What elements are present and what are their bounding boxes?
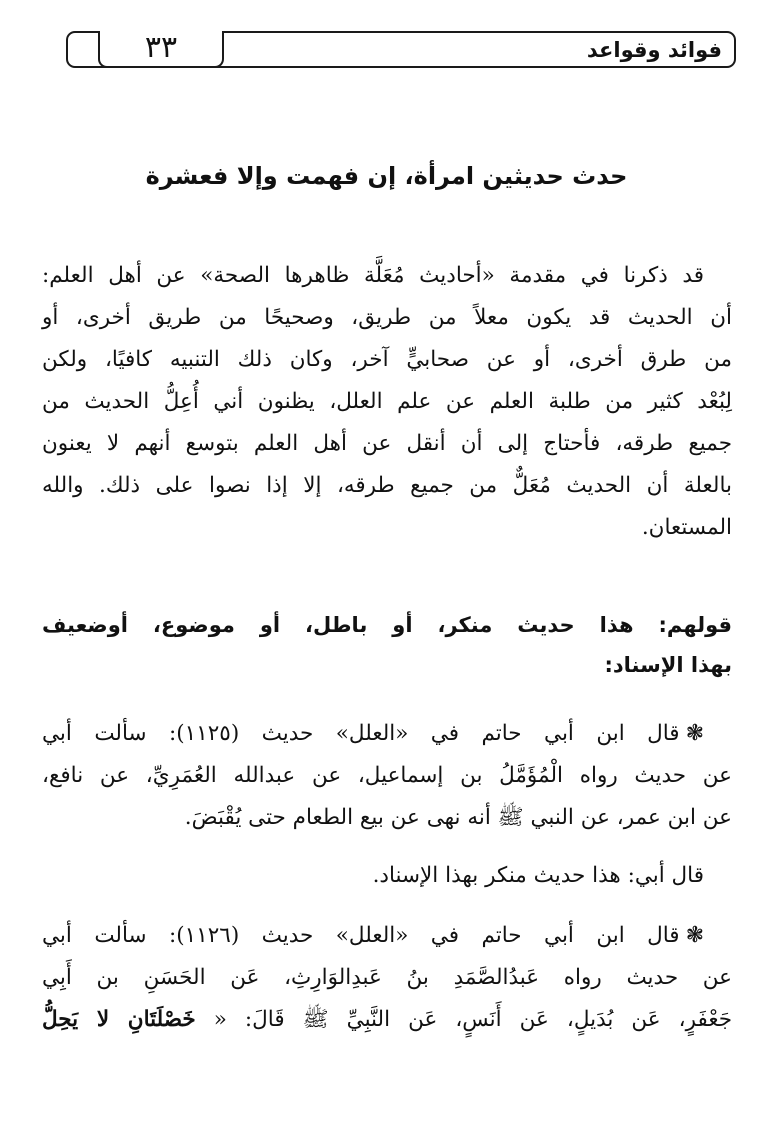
chapter-title: حدث حديثين امرأة، إن فهمت وإلا فعشرة [145,162,628,190]
intro-line: المستعان. [641,515,732,540]
entry-1126 [42,915,732,1041]
hadith-quote-bold: خَصْلَتَانِ لا يَحِلُّ [42,1007,196,1032]
entry-line [42,999,732,1041]
page-number-tab [98,31,224,68]
entry-line: عن ابن عمر، عن النبي ﷺ أنه نهى عن بيع الطعام حتى يُقْبَضَ. [184,805,732,830]
entry-line: عن حديث رواه عَبدُالصَّمَدِ بنُ عَبدِالوَارِثِ، عَن الحَسَنِ بن أَبِي [42,965,732,990]
entry-line [42,915,732,957]
intro-line: من طرق أخرى، أو عن صحابيٍّ آخر، وكان ذلك التنبيه كافيًا، ولكن [42,347,732,372]
intro-line: بالعلة أن الحديث مُعَلٌّ من جميع طرقه، إلا إذا نصوا على ذلك. والله [42,473,732,498]
intro-line: لِبُعْد كثير من طلبة العلم عن علم العلل، يظنون أني أُعِلُّ الحديث من [42,389,732,414]
page-number: ٣٣ [144,30,178,65]
section-subheading [42,605,732,685]
entry-1125 [42,713,732,839]
intro-line: أن الحديث قد يكون معلاً من طريق، وصحيحًا من طريق أخرى، أو [42,305,732,330]
entry-line-text: قال ابن أبي حاتم في «العلل» حديث (١١٢٦): سألت أبي [42,923,680,948]
header-title: فوائد وقواعد [586,38,722,62]
subheading-line: قولهم: هذا حديث منكر، أو باطل، أو موضوع، أوضعيف [42,613,732,637]
entry-1125-answer [42,855,732,897]
subheading-line: بهذا الإسناد: [604,653,732,677]
running-header [66,31,736,68]
intro-line: قد ذكرنا في مقدمة «أحاديث مُعَلَّة ظاهرها الصحة» عن أهل العلم: [42,263,704,288]
intro-paragraph [42,255,732,549]
entry-line-text: قال ابن أبي حاتم في «العلل» حديث (١١٢٥): سألت أبي [42,721,680,746]
entry-line-text: جَعْفَرٍ، عَن بُدَيلٍ، عَن أَنَسٍ، عَن النَّبِيِّ ﷺ قَالَ: « [213,1007,732,1032]
flower-ornament-icon: ❃ [685,721,704,746]
intro-line: جميع طرقه، فأحتاج إلى أن أنقل عن أهل العلم بتوسع أنهم لا يعنون [42,431,732,456]
entry-line: عن حديث رواه الْمُؤَمَّلُ بن إسماعيل، عن عبدالله العُمَرِيِّ، عن نافع، [42,763,732,788]
answer-line: قال أبي: هذا حديث منكر بهذا الإسناد. [372,863,704,888]
flower-ornament-icon: ❃ [685,923,704,948]
entry-line [42,713,732,755]
